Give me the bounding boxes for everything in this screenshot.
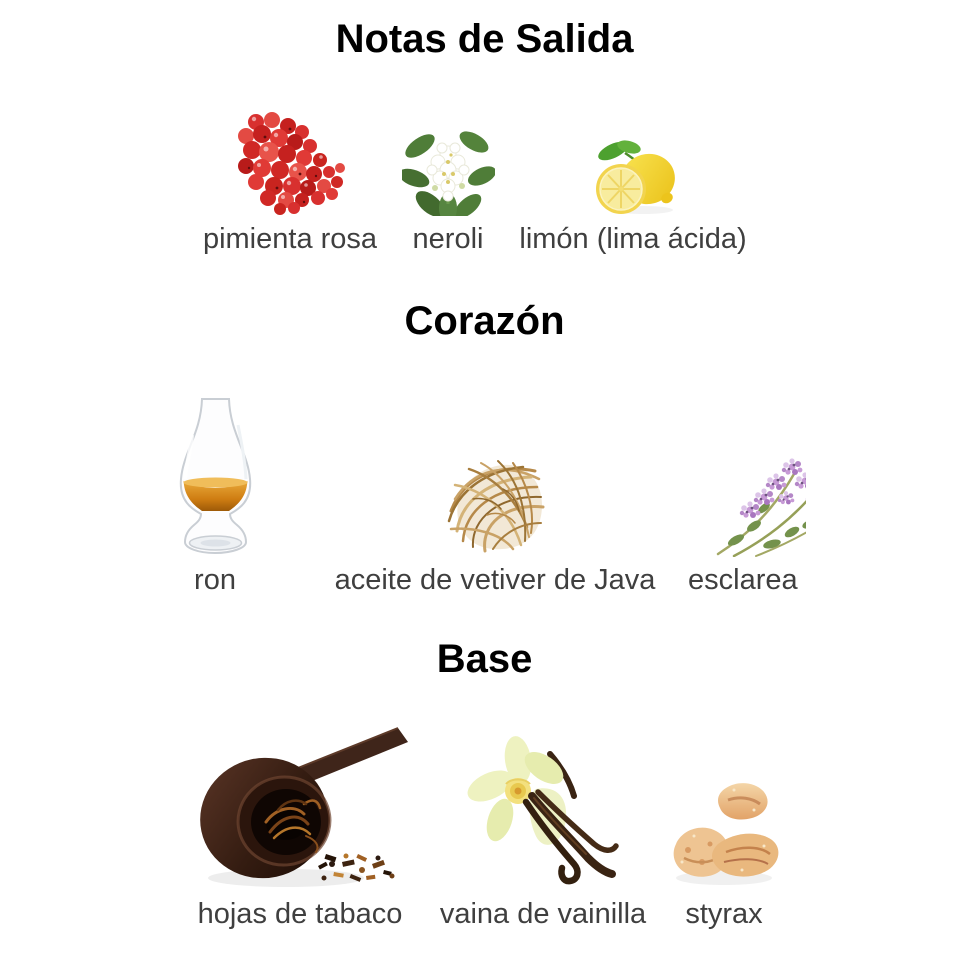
pink-pepper-berries-image	[232, 108, 349, 216]
note-label-styrax: styrax	[685, 898, 763, 930]
note-label-hojas-de-tabaco: hojas de tabaco	[197, 898, 403, 930]
vanilla-pods-flower-image	[466, 734, 621, 891]
vetiver-root-fibers-image	[443, 449, 548, 557]
top-notes-row	[0, 90, 969, 256]
base-notes-row	[0, 726, 969, 931]
note-label-pimienta-rosa: pimienta rosa	[202, 223, 378, 255]
clary-sage-flowers-image	[706, 452, 806, 557]
rum-glass-image	[172, 395, 259, 557]
section-title-heart: Corazón	[404, 299, 565, 343]
note-ron[interactable]	[165, 395, 265, 597]
note-label-vetiver: aceite de vetiver de Java	[334, 564, 656, 596]
note-limon[interactable]	[498, 137, 768, 256]
note-neroli[interactable]	[398, 126, 498, 256]
note-label-neroli: neroli	[412, 223, 484, 255]
section-title-top-notes: Notas de Salida	[335, 17, 634, 61]
heart-notes-row	[0, 395, 969, 597]
note-label-ron: ron	[194, 564, 236, 596]
note-label-limon: limón (lima ácida)	[519, 223, 747, 255]
note-vaina-de-vainilla[interactable]	[418, 734, 668, 931]
neroli-blossom-image	[402, 126, 495, 216]
section-title-base: Base	[436, 637, 533, 681]
styrax-resin-image	[664, 766, 784, 891]
tobacco-pipe-image	[186, 726, 414, 891]
note-pimienta-rosa[interactable]	[185, 108, 395, 256]
note-esclarea[interactable]	[688, 452, 806, 597]
note-label-vaina-de-vainilla: vaina de vainilla	[439, 898, 647, 930]
note-styrax[interactable]	[664, 766, 784, 931]
lemon-image	[591, 137, 676, 216]
note-vetiver[interactable]	[305, 449, 685, 597]
note-label-esclarea: esclarea	[688, 564, 798, 596]
note-hojas-de-tabaco[interactable]	[175, 726, 425, 931]
